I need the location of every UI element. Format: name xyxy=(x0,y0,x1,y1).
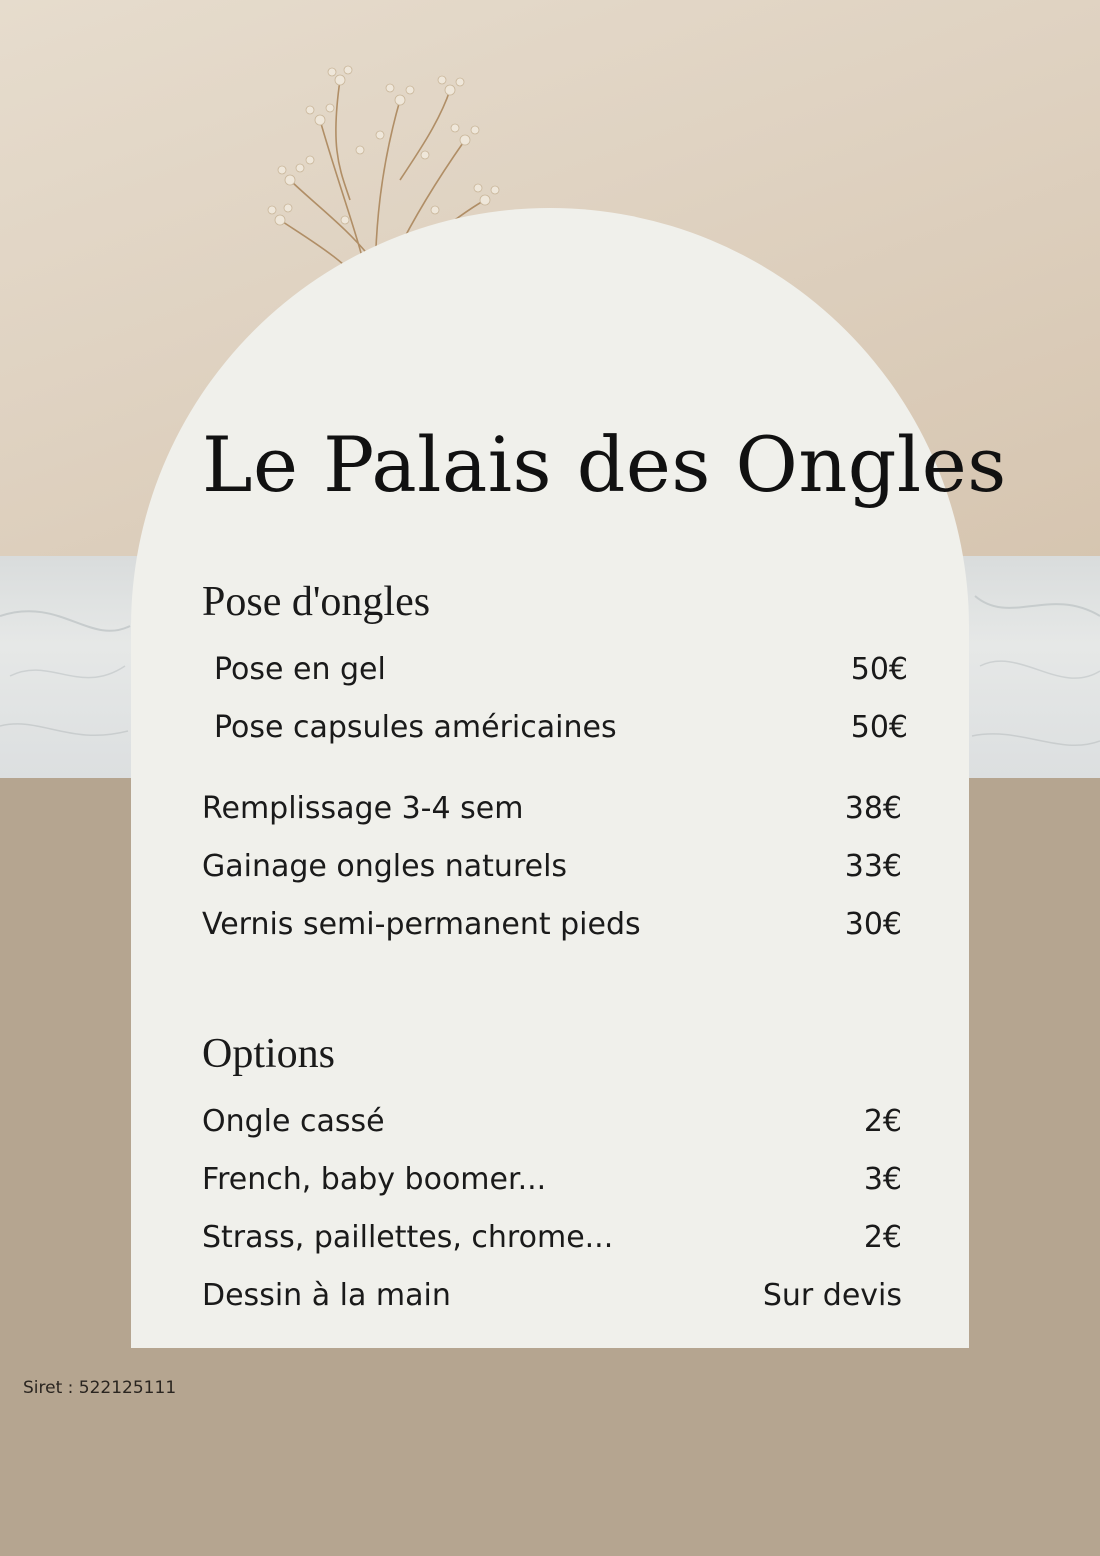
menu-item-price: 3€ xyxy=(863,1161,902,1197)
siret-number: Siret : 522125111 xyxy=(23,1378,177,1398)
menu-item-price: 50€ xyxy=(850,709,908,745)
menu-item-price: 2€ xyxy=(863,1219,902,1255)
menu-item-name: Strass, paillettes, chrome... xyxy=(202,1219,614,1255)
menu-item-name: Gainage ongles naturels xyxy=(202,848,568,884)
menu-item-name: Pose en gel xyxy=(214,651,386,687)
menu-item-name: Ongle cassé xyxy=(202,1103,385,1139)
menu-item xyxy=(202,1099,902,1143)
menu-item-price: Sur devis xyxy=(762,1277,902,1313)
menu-item-name: Vernis semi-permanent pieds xyxy=(202,906,641,942)
menu-item xyxy=(202,1273,902,1317)
menu-item xyxy=(202,844,902,888)
menu-item xyxy=(208,647,908,691)
menu-item-price: 50€ xyxy=(850,651,908,687)
menu-item xyxy=(202,1157,902,1201)
menu-item-price: 33€ xyxy=(844,848,902,884)
section-heading-options: Options xyxy=(202,1031,336,1077)
page-title: Le Palais des Ongles xyxy=(202,420,1007,509)
menu-item-name: Dessin à la main xyxy=(202,1277,451,1313)
menu-item-name: French, baby boomer... xyxy=(202,1161,547,1197)
menu-item xyxy=(202,786,902,830)
menu-item xyxy=(202,1215,902,1259)
menu-item-price: 30€ xyxy=(844,906,902,942)
menu-item-name: Pose capsules américaines xyxy=(214,709,617,745)
menu-item xyxy=(208,705,908,749)
menu-item-price: 38€ xyxy=(844,790,902,826)
menu-item xyxy=(202,902,902,946)
menu-item-name: Remplissage 3-4 sem xyxy=(202,790,524,826)
section-heading-pose: Pose d'ongles xyxy=(202,579,431,625)
menu-item-price: 2€ xyxy=(863,1103,902,1139)
